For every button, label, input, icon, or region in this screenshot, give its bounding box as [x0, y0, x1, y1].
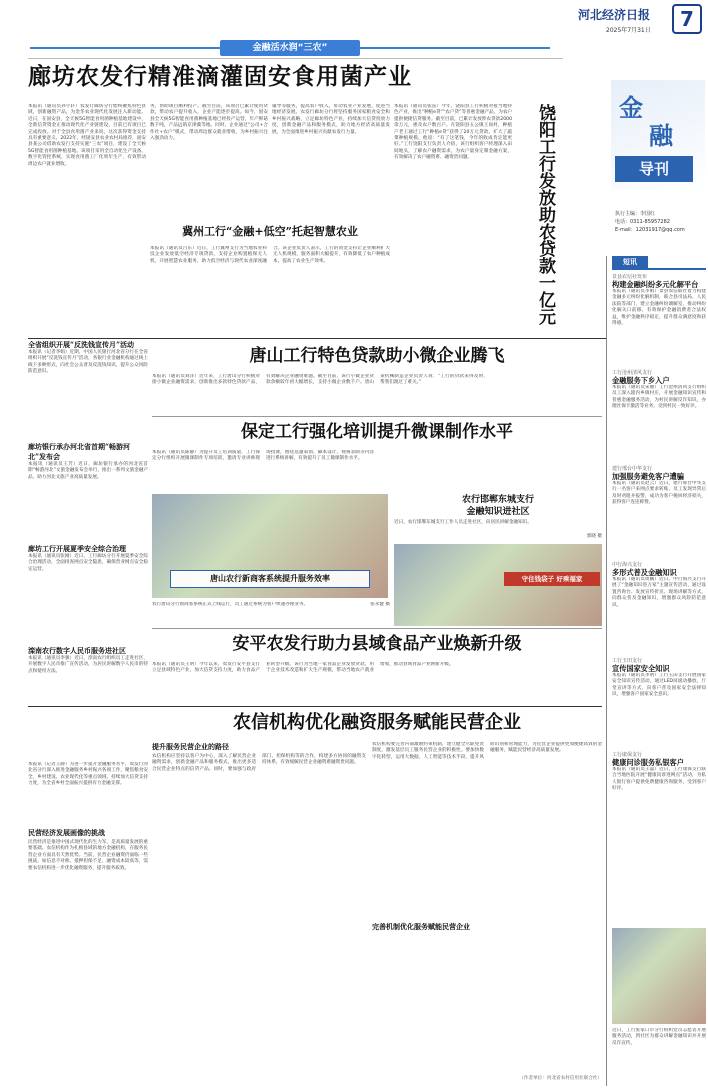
side-news-body: 本报讯（通讯员赵云）近日，建行邢台中华支行一名客户来网点要求转账，员工发现异常后及时劝阻并报警，成功为客户挽回经济损失，获得客户连连称赞。: [612, 481, 706, 506]
tangshan-photo-note: 农行唐山分行新商客系统正式上线运行，员工通过系统为客户快速办理业务。: [152, 602, 309, 607]
section-banner: [30, 40, 550, 56]
left-news-title: 廊坊工行开展夏季安全综合治理: [28, 544, 126, 553]
handan-photo-credit: 郭晓 摄: [586, 534, 602, 539]
side-news-title2: 加强服务避免客户遭骗: [612, 472, 684, 481]
left-news-item: [28, 544, 148, 644]
lead-article-col1: 本报讯（通讯员孙宇轩）农发行廊坊分行始终聚焦特色县域，创新融资产品，为金华农业现代化发展注入新动能。近日，在固安县，全天候5G智能食用菌种植基地建设中，全新信贷资金正推动现代化产业链建设，目前已有项目已完成投放。对于全县食用菌产业来说，这次获得资金支持具有重要意义。2022年，经固安县农业农村局推荐，固安县某公司借助农发行支持实施“三农”项目，建设了全天候5G智能食用菌种植基地。该项目采用全自动化生产设备、数字化管控系统，实现食用菌工厂化周年生产，有效带动周边农户就业增收。: [28, 104, 146, 167]
side-news-item: [612, 466, 706, 558]
nongxin-article: [28, 742, 602, 1086]
side-news-item: [612, 752, 706, 844]
side-news-title2: 构建金融纠纷多元化解平台: [612, 280, 699, 289]
nongxin-subheading-2: 提升服务民营企业的路径: [152, 742, 229, 751]
nongxin-body-2: 农信机构应坚持以客户为中心，深入了解民营企业融资需求，创新金融产品和服务模式，推出更多适合民营企业特点的信贷产品。同时，要加强与政府部门、担保机构等的合作，构建多方协同的融资支持体系，有效缓解民营企业融资难融资贵问题。: [152, 754, 366, 772]
nongxin-byline: （作者单位：河北省农村信用社联合社）: [519, 1076, 602, 1081]
section-rule: [152, 416, 602, 417]
side-news-list: [612, 274, 706, 844]
side-news-body: 本报讯（通讯员周鹏）近日，中行海兴支行开展了“金融知识进万家”主题宣传活动，通过设置咨询台、发放宣传折页、现场讲解等方式，向群众普及金融知识，增强群众风险防范意识。: [612, 577, 706, 608]
shortnews-header: [612, 256, 706, 270]
main-headline: 廊坊农发行精准滴灌固安食用菌产业: [28, 63, 412, 90]
lead-article-col4: 本报讯（通讯员张雷）今年，饶阳县工行积极对接当地特色产业，推出“种植e贷”“农户贷”等普惠金融产品，为农户提供便捷信贷服务。截至目前，已累计发放涉农贷款2000余万元，惠及农户数百户。在饶阳县五公镇王岗村，种植户老王通过工行“种植e贷”获得了20万元贷款，扩大了蔬菜种植规模。他说：“有了这笔钱，今年的收成肯定能更好。”工行饶阳支行负责人介绍，该行组织客户经理深入田间地头，了解农户融资需求，为农户量身定制金融方案，有效解决了农户融资难、融资贵问题。: [394, 104, 512, 161]
side-news-title2: 宣传国家安全知识: [612, 664, 670, 673]
side-news-item: [612, 370, 706, 462]
left-news-body: 本报讯（通讯员李强）近日，滦南农行组织员工走进社区，开展数字人民币推广宣传活动，为居民讲解数字人民币的特点和使用方法。: [28, 656, 148, 674]
nongxin-body-3: 农信机构要完善内部激励约束机制，建立健全尽职免责制度，激发基层员工服务民营企业的积极性。要加快数字化转型，运用大数据、人工智能等技术手段，提升风险识别和管理能力，为民营企业提供更加便捷高效的金融服务，赋能民营经济高质量发展。: [372, 742, 602, 760]
side-news-item: [612, 562, 706, 654]
tangshan-photo-caption-box: [170, 570, 370, 588]
raohe-headline: 饶阳工行发放助农贷款一亿元: [535, 104, 555, 325]
nongxin-body-1: 民营经济是推进中国式现代化的生力军，是高质量发展的重要基础。农信机构作为扎根县域的地方金融机构，在服务民营企业方面具有天然优势。当前，民营企业融资仍面临一些挑战，如信息不对称、抵押担保不足、融资成本较高等，需要农信机构进一步优化融资服务，提升服务质效。: [28, 840, 148, 871]
side-news-title: 工行沧州清风支行: [612, 370, 653, 376]
section-rule: [28, 58, 563, 59]
side-news-title: 景县农信社发布: [612, 274, 648, 280]
section-rule: [28, 706, 602, 707]
jizhou-headline: 冀州工行“金融+低空”托起智慧农业: [182, 225, 358, 238]
side-news-title2: 多形式普及金融知识: [612, 568, 677, 577]
handan-photo-subtitle: 金融知识进社区: [466, 507, 530, 517]
side-news-item: [612, 274, 706, 366]
side-news-title: 建行邢台中华支行: [612, 466, 653, 472]
left-news-body: 本报讯（通讯员王芳）近日，廊坊银行承办的河北省首期“畅游河北”文旅金融发布会举行，推出一系列文旅金融产品，助力河北文旅产业高质量发展。: [28, 462, 148, 480]
nav-phone: 电话：0311-85957282: [615, 219, 670, 225]
side-news-item: [612, 658, 706, 748]
nav-email: E-mail：12031917@qq.com: [615, 227, 685, 233]
section-nav: [563, 40, 708, 240]
left-news-body: 本报讯（记者李娟）近期，中国人民银行河北省分行在全省组织开展“反洗钱宣传月”活动，各银行业金融机构通过线上线下多种形式，向社会公众普及反洗钱知识，提升公众风险防范意识。: [28, 350, 148, 375]
masthead: [0, 0, 708, 38]
tangshan-headline: 唐山工行特色贷款助小微企业腾飞: [249, 346, 505, 366]
tangshan-body: 本报讯（通讯员刘洋）近年来，工行唐山分行积极对接小微企业融资需求，创新推出多款特色贷款产品，有效解决企业融资难题。截至目前，该行小微企业贷款余额较年初大幅增长，支持小微企业数千户。唐山某机械制造企业负责人说：“工行的贷款来得及时，帮我们渡过了难关。”: [152, 374, 488, 386]
side-news-body: 本报讯（通讯员王磊）近日，工行康保支行联合当地医院开展“健康问诊进网点”活动，为私人银行客户提供免费健康咨询服务，受到客户好评。: [612, 767, 706, 792]
banner-kicker: 金融活水润“三农”: [220, 40, 360, 56]
handan-photo-sign: 守住钱袋子 好乘福家: [504, 572, 600, 586]
jizhou-body: 本报讯（通讯员吕东）近日，工行冀州支行为当地农业科技企业发放低空经济专项贷款，支持企业购置植保无人机，开展智慧农业服务，助力低空经济与现代农业深度融合。该企业负责人表示，工行的资金支持让企业顺利扩大无人机规模，服务面积大幅提升，有效降低了农户种植成本，提高了农业生产效率。: [150, 246, 390, 264]
side-news-title2: 健康问诊服务私银客户: [612, 758, 684, 767]
handan-photo-note: 近日，农行邯郸东城支行工作人员走进社区，向居民讲解金融知识。: [394, 520, 532, 525]
side-news-body: 本报讯（通讯员李明）工行玉田支行开展国家安全知识宣传活动，通过LED屏滚动播放、厅堂宣讲等方式，向客户普及国家安全法律知识，增强客户国家安全意识。: [612, 673, 706, 698]
handan-photo-title: 农行邯郸东城支行: [461, 495, 534, 505]
left-bottom-body: 本报讯（记者王静）为进一步提升金融服务水平，农发行河北省分行深入推进金融服务乡村振兴各项工作，聚焦粮食安全、乡村建设、农业现代化等重点领域，持续加大信贷支持力度，为全省乡村全面振兴提供有力金融支撑。: [28, 762, 148, 787]
left-news-body: 本报讯（通讯员张刚）近日，工行廊坊分行开展夏季安全综合治理活动，全面排查网点安全隐患，确保营业网点安全稳定运营。: [28, 554, 148, 572]
side-news-title2: 金融服务下乡入户: [612, 376, 670, 385]
nongxin-subheading-1: 民营经济发展画像的挑战: [28, 828, 105, 837]
side-news-title: 工行康保支行: [612, 752, 643, 758]
side-photo: [612, 928, 706, 1024]
side-news-body: 本报讯（通讯员李娟）景县农信联社着力构建金融多元纠纷化解机制，联合县司法局、人民法院等部门，建立金融纠纷调解室，推动纠纷化解关口前移，有效保护金融消费者合法权益，维护金融秩序稳定，提升群众满意度和获得感。: [612, 289, 706, 327]
tangshan-photo-credit: 张永健 摄: [370, 602, 390, 607]
baoding-headline: 保定工行强化培训提升微课制作水平: [241, 422, 513, 442]
left-news-title: 廊坊银行承办河北省首期“畅游河北”发布会: [28, 442, 131, 461]
page-number-badge: [672, 4, 702, 34]
page-number: 7: [680, 7, 694, 31]
left-news-title: 滦南农行数字人民币服务进社区: [28, 646, 126, 655]
side-news-title: 中行海兴支行: [612, 562, 643, 568]
lead-article-col2: 务，帮助项目顺利投产。截至目前，该项目已累计使用贷款，带动农户提升收入，企业产能逐步提高。如今，固安县全天候5G智能食用菌种植基地已经投产运营，年产鲜菇数千吨，产品远销京津冀等地。同时，企业通过“公司+合作社+农户”模式，带动周边群众就业增收，为乡村振兴注入强劲动力。: [150, 104, 268, 142]
left-news-title: 全省组织开展“反洗钱宣传月”活动: [28, 340, 135, 349]
anping-headline: 安平农发行助力县域食品产业焕新升级: [232, 634, 522, 654]
nav-section-char-2: 融: [649, 121, 673, 150]
nav-editor: 执行主编：李国红: [615, 211, 656, 217]
side-photo-caption: 近日，工行张家口市分行组织党员志愿者开展服务活动，到社区为群众讲解金融知识并开展反诈宣传。: [612, 1028, 706, 1046]
nongxin-subheading-3: 完善机制优化服务赋能民营企业: [372, 922, 470, 931]
left-news-item: [28, 340, 148, 440]
anping-body: 本报讯（通讯员王明）今年以来，农发行安平县支行立足县域特色产业，加大信贷支持力度，助力食品产业转型升级。该行为当地一家食品企业发放贷款，用于企业技术改造和扩大生产规模，带动当地农户就业增收，推动县域食品产业焕新升级。: [152, 662, 454, 674]
paper-name: 河北经济日报: [578, 8, 651, 22]
tangshan-photo-caption: 唐山农行新商客系统提升服务效率: [210, 574, 330, 583]
issue-date: 2025年7月31日: [606, 27, 651, 34]
baoding-body: 本报讯（通讯员陈静）为提升员工培训质量，工行保定分行组织开展微课制作专项培训，邀请专业讲师现场授课，围绕选题策划、脚本设计、视频录制等内容进行系统讲解，有效提升了员工微课制作水平。: [152, 450, 374, 462]
nav-section-char-1: 金: [619, 93, 643, 122]
left-news-column: [28, 340, 148, 750]
shortnews-label: 短讯: [612, 256, 648, 268]
left-news-item: [28, 646, 148, 746]
left-news-item: [28, 442, 148, 542]
side-news-body: 本报讯（通讯员宋丽）工行沧州清风支行组织员工深入辖内乡镇村庄，开展金融知识宣传和普惠金融服务活动，为村民讲解反诈知识，办理社保卡激活等业务，受到村民一致好评。: [612, 385, 706, 410]
handan-photo-block: [394, 494, 602, 626]
nav-section-label: 导刊: [615, 156, 693, 182]
nongxin-headline: 农信机构优化融资服务赋能民营企业: [233, 712, 521, 733]
side-news-title: 工行玉田支行: [612, 658, 643, 664]
section-rule: [28, 338, 606, 339]
section-rule: [152, 628, 602, 629]
lead-article-col3: 辅导等服务，提高农户收入，带动农业产业发展，促进当地经济发展。农发行廊坊分行将坚持服务国家粮食安全和乡村振兴战略，立足廊坊特色产业，持续加大信贷投放力度，创新金融产品和服务模式，助力地方经济高质量发展，为全面推进乡村振兴贡献农发行力量。: [272, 104, 390, 135]
column-divider: [606, 256, 607, 1086]
